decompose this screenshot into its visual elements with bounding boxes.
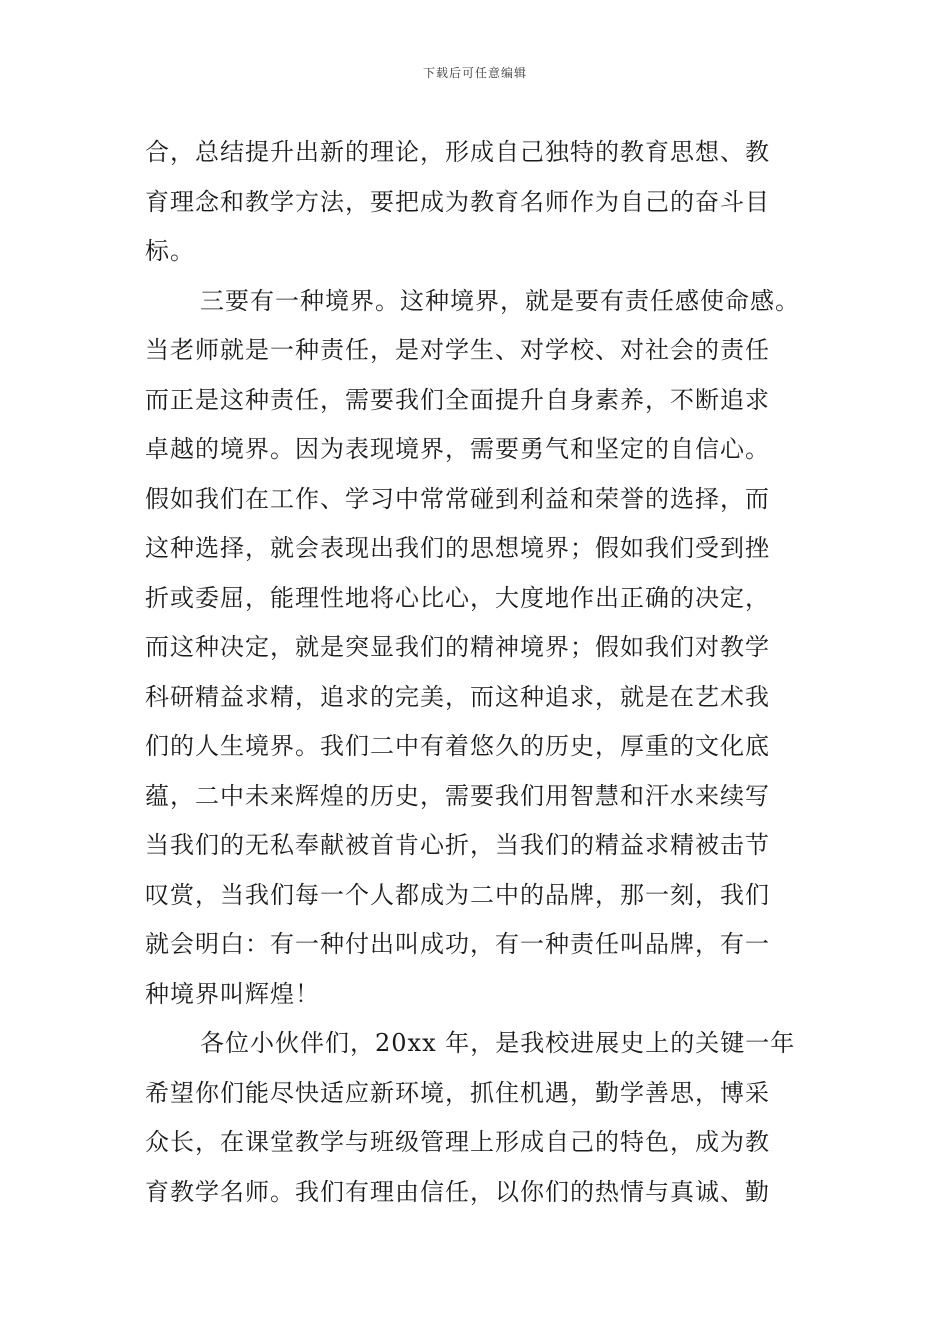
text-line: 这种选择，就会表现出我们的思想境界；假如我们受到挫: [145, 534, 770, 562]
text-line: 育理念和教学方法，要把成为教育名师作为自己的奋斗目: [145, 187, 770, 216]
text-line: 们的人生境界。我们二中有着悠久的历史，厚重的文化底: [145, 732, 770, 760]
text-line: 希望你们能尽快适应新环境，抓住机遇，勤学善思，博采: [145, 1078, 770, 1107]
text-line: 蕴，二中未来辉煌的历史，需要我们用智慧和汗水来续写: [145, 781, 770, 810]
text-line: 育教学名师。我们有理由信任，以你们的热情与真诚、勤: [145, 1177, 770, 1206]
text-line: 种境界叫辉煌！: [145, 979, 320, 1008]
text-line: 卓越的境界。因为表现境界，需要勇气和坚定的自信心。: [145, 435, 770, 463]
text-line: 而这种决定，就是突显我们的精神境界；假如我们对教学: [145, 633, 770, 661]
text-line: 合，总结提升出新的理论，形成自己独特的教育思想、教: [145, 138, 770, 166]
page-header: 下载后可任意编辑: [422, 66, 527, 80]
paragraph-start-line: 三要有一种境界。这种境界，就是要有责任感使命感。: [200, 286, 800, 315]
text-line: 当老师就是一种责任，是对学生、对学校、对社会的责任: [145, 336, 770, 364]
text-line: 假如我们在工作、学习中常常碰到利益和荣誉的选择，而: [145, 484, 770, 513]
text-line: 科研精益求精，追求的完美，而这种追求，就是在艺术我: [145, 682, 770, 711]
document-body: [145, 128, 825, 1217]
text-line: 叹赏，当我们每一个人都成为二中的品牌，那一刻，我们: [145, 880, 770, 909]
text-line: 当我们的无私奉献被首肯心折，当我们的精益求精被击节: [145, 831, 770, 859]
text-line: 标。: [145, 237, 195, 265]
text-line: 折或委屈，能理性地将心比心，大度地作出正确的决定，: [145, 583, 770, 612]
text-line: 就会明白：有一种付出叫成功，有一种责任叫品牌，有一: [145, 930, 770, 958]
text-line: 而正是这种责任，需要我们全面提升自身素养，不断追求: [145, 385, 770, 414]
paragraph-start-line: 各位小伙伴们，20xx 年，是我校进展史上的关键一年: [200, 1029, 796, 1057]
text-line: 众长，在课堂教学与班级管理上形成自己的特色，成为教: [145, 1128, 770, 1156]
